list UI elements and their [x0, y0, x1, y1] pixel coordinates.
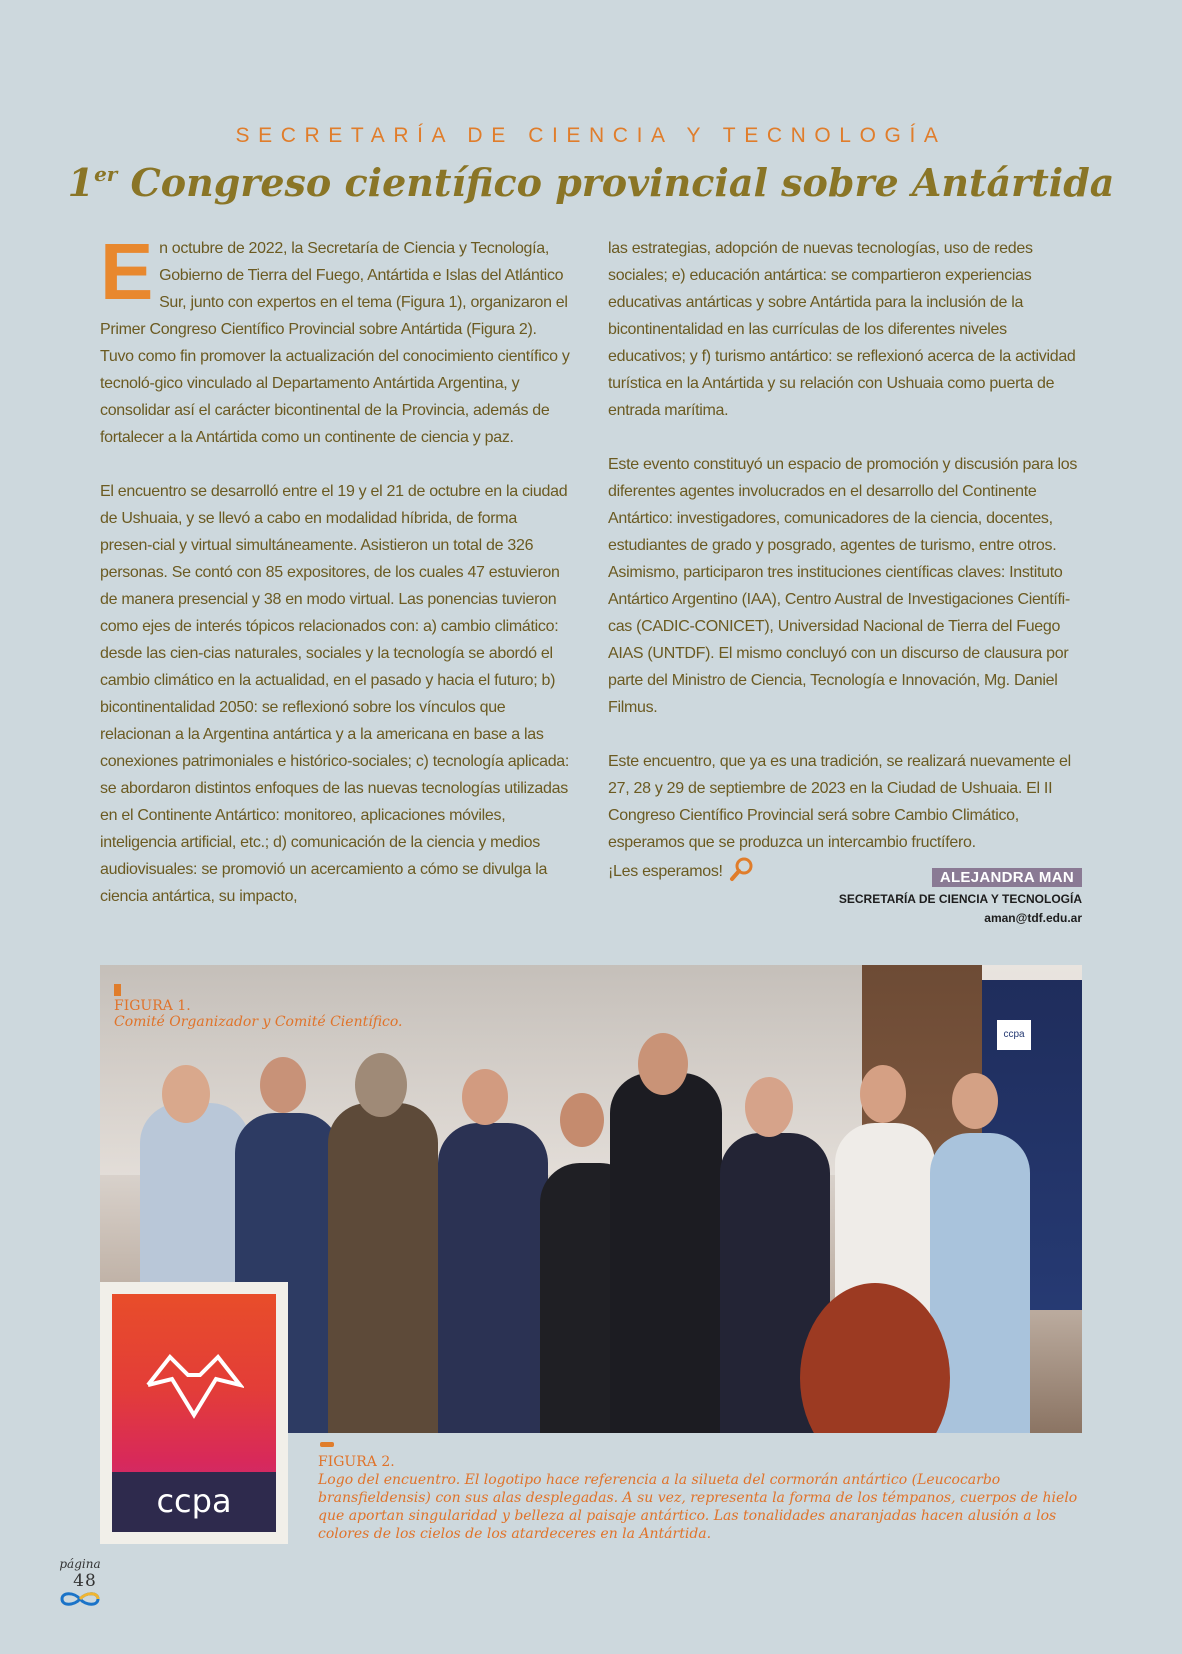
person-head — [745, 1077, 793, 1137]
page-title — [0, 160, 1182, 205]
figure2-label: FIGURA 2. — [318, 1454, 395, 1470]
article-column-left — [100, 227, 570, 937]
person-head — [260, 1057, 306, 1113]
byline — [839, 868, 1082, 925]
person-head — [462, 1069, 508, 1125]
figure1-label: FIGURA 1. — [114, 998, 191, 1014]
logo-wordmark: ccpa — [112, 1472, 276, 1532]
magnifier-icon — [729, 856, 755, 882]
next-event-text: Este encuentro, que ya es una tradición, se realizará nuevamente el 27, 28 y 29 de septiembre de 2023 en la Ciudad de Ushuaia. El II Congreso Científico Provincial será sobre Cambio Climático, esperamos que se produzca un intercambio fructífero. — [608, 753, 1071, 851]
author-email[interactable]: aman@tdf.edu.ar — [984, 911, 1082, 925]
cormorant-icon — [144, 1349, 244, 1419]
paragraph-topics-cont: las estrategias, adopción de nuevas tecnologías, uso de redes sociales; e) educación antártica: se compartieron experiencias educativas antárticas y sobre Antártida para la inclusión de la bicontinentalidad en las currículas de los diferentes niveles educativos; y f) turismo antártico: se reflexionó acerca de la actividad turística en la Antártida y su relación con Ushuaia como puerta de entrada marítima. — [608, 240, 1076, 419]
person-head — [355, 1053, 407, 1117]
person-silhouette — [438, 1123, 548, 1433]
person-head — [162, 1065, 210, 1123]
section-kicker: SECRETARÍA DE CIENCIA Y TECNOLOGÍA — [235, 124, 947, 147]
paragraph-event: El encuentro se desarrolló entre el 19 y el 21 de octubre en la ciudad de Ushuaia, y se llevó a cabo en modalidad híbrida, de forma presen-cial y virtual simultáneamente. Asistieron un total de 326 personas. Se contó con 85 expositores, de los cuales 47 estuvieron de manera presencial y 38 en modo virtual. Las ponencias tuvieron como ejes de interés tópicos relacionados con: a) cambio climático: desde las cien-cias naturales, sociales y la tecnología se abordó el cambio climático en la actualidad, en el pasado y hacia el futuro; b) bicontinentalidad 2050: se reflexionó sobre los vínculos que relacionan a la Argentina antártica y a la americana en base a las conexiones patrimoniales e histórico-sociales; c) tecnología aplicada: se abordaron distintos enfoques de las nuevas tecnologías utilizadas en el Continente Antártico: monitoreo, aplicaciones móviles, inteligencia artificial, etc.; d) comunicación de la ciencia y medios audiovisuales: se promovió un acercamiento a cómo se divulga la ciencia antártica, su impacto, — [100, 483, 570, 905]
page-word: página — [59, 1557, 101, 1571]
infinity-icon — [58, 1591, 102, 1607]
figure2-caption — [318, 1453, 1086, 1543]
person-head — [860, 1065, 906, 1123]
title-superscript: er — [94, 162, 118, 186]
title-prefix: 1 — [67, 160, 95, 205]
person-head — [560, 1093, 604, 1147]
figure1-caption — [114, 998, 403, 1030]
page-number: 48 — [73, 1571, 97, 1591]
ccpa-logo — [112, 1294, 276, 1532]
page-footer — [58, 1557, 102, 1611]
person-silhouette — [610, 1073, 722, 1433]
drop-cap: E — [100, 227, 154, 316]
figure1-marker — [114, 984, 121, 996]
closing-line: ¡Les esperamos! — [608, 863, 723, 880]
banner-logo: ccpa — [997, 1020, 1031, 1050]
author-affiliation: SECRETARÍA DE CIENCIA Y TECNOLOGÍA — [838, 892, 1082, 906]
title-text: Congreso científico provincial sobre Antártida — [117, 160, 1115, 205]
article-column-right — [608, 235, 1088, 912]
figure2-marker — [320, 1442, 334, 1447]
figure1-caption-text: Comité Organizador y Comité Científico. — [114, 1014, 403, 1030]
paragraph-next-event — [608, 748, 1088, 885]
figure2-caption-text: Logo del encuentro. El logotipo hace referencia a la silueta del cormorán antártico (Leucocarbo bransfieldensis) con sus alas desplegadas. A su vez, representa la forma de los témpanos, cuerpos de hielo que aportan singularidad y belleza al paisaje antártico. Las tonalidades anaranjadas hacen alusión a los colores de los cielos de los atardeceres en la Antártida. — [318, 1472, 1078, 1542]
paragraph-institutions: Este evento constituyó un espacio de promoción y discusión para los diferentes agentes involucrados en el desarrollo del Continente Antártico: investigadores, comunicadores de la ciencia, docentes, estudiantes de grado y posgrado, agentes de turismo, entre otros. Asimismo, participaron tres instituciones científicas claves: Instituto Antártico Argentino (IAA), Centro Austral de Investigaciones Científi-cas (CADIC-CONICET), Universidad Nacional de Tierra del Fuego AIAS (UNTDF). El mismo concluyó con un discurso de clausura por parte del Ministro de Ciencia, Tecnología e Innovación, Mg. Daniel Filmus. — [608, 456, 1078, 716]
figure2-logo-frame — [100, 1282, 288, 1544]
person-head — [638, 1033, 688, 1095]
paragraph-intro — [100, 227, 570, 451]
person-head — [952, 1073, 998, 1129]
author-name: ALEJANDRA MAN — [932, 868, 1082, 887]
person-silhouette — [328, 1103, 438, 1433]
paragraph-intro-text: n octubre de 2022, la Secretaría de Ciencia y Tecnología, Gobierno de Tierra del Fuego, Antártida e Islas del Atlántico Sur, junto con expertos en el tema (Figura 1), organizaron el Primer Congreso Científico Provincial sobre Antártida (Figura 2). Tuvo como fin promover la actualización del conocimiento científico y tecnoló-gico vinculado al Departamento Antártida Argentina, y consolidar así el carácter bicontinental de la Provincia, además de fortalecer a la Antártida como un continente de ciencia y paz. — [100, 240, 570, 446]
